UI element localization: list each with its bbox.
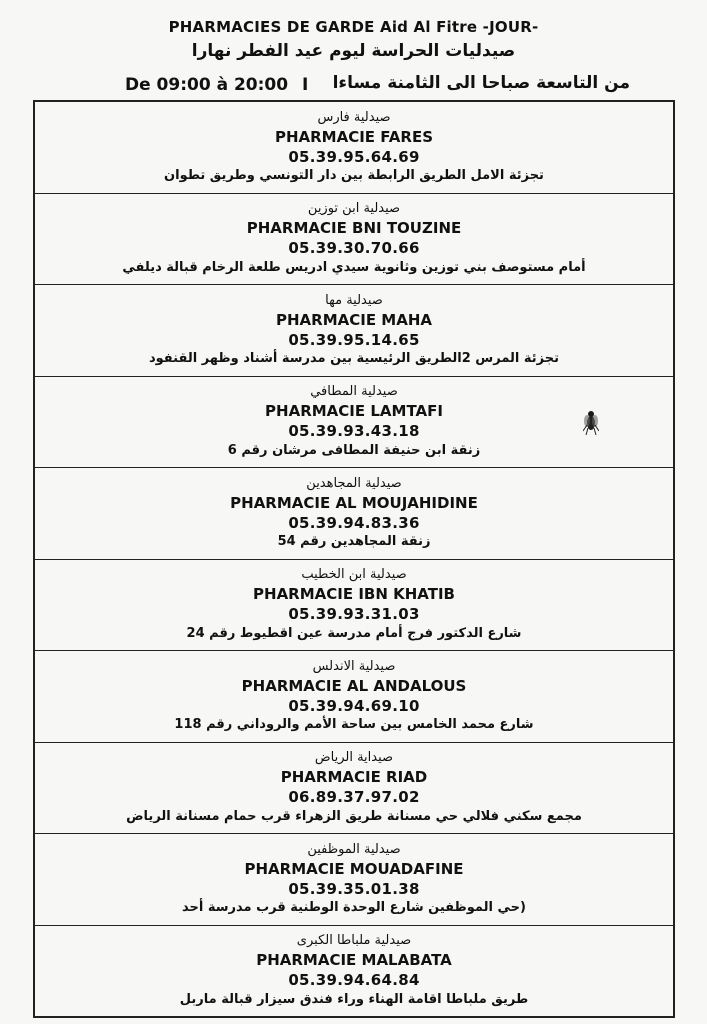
pharmacy-entry [35, 468, 673, 560]
pharmacy-name-arabic: صيدلية الاندلس [312, 658, 396, 674]
pharmacy-address: زنقة المجاهدين رقم 54 [277, 534, 431, 549]
pharmacy-entry [35, 560, 673, 652]
pharmacy-address: شارع محمد الخامس بين ساحة الأمم والروداني رقم 118 [174, 717, 534, 732]
pharmacy-address: تجزئة المرس 2الطريق الرئيسية بين مدرسة أشناد وظهر القنفود [148, 351, 560, 366]
pharmacy-address: شارع الدكتور فرج أمام مدرسة عين اقطيوط رقم 24 [186, 625, 522, 641]
hours-separator: I [302, 75, 309, 95]
document-header [0, 0, 707, 100]
pharmacy-phone: 05.39.94.64.84 [288, 971, 420, 990]
opening-hours [0, 73, 707, 99]
pharmacy-phone: 05.39.94.69.10 [288, 696, 420, 715]
hours-arabic: من التاسعة صباحا الى الثامنة مساءا [332, 73, 630, 93]
pharmacy-name-french: PHARMACIE MAHA [276, 310, 432, 329]
pharmacy-name-french: PHARMACIE IBN KHATIB [253, 585, 455, 603]
title-arabic: صيدليات الحراسة ليوم عيد الفطر نهارا [191, 41, 516, 61]
pharmacy-name-french: PHARMACIE MALABATA [256, 951, 452, 969]
pharmacy-entry [35, 102, 673, 194]
title-french: PHARMACIES DE GARDE Aid Al Fitre -JOUR- [168, 18, 539, 36]
pharmacy-phone: 05.39.94.83.36 [288, 513, 420, 532]
pharmacy-entry [35, 194, 673, 286]
pharmacy-entry [35, 285, 673, 377]
pharmacy-phone: 05.39.93.43.18 [288, 422, 420, 441]
pharmacy-entry [35, 377, 673, 469]
pharmacy-name-arabic: صيدلية مها [325, 292, 383, 308]
pharmacy-address: (حي الموظفين شارع الوحدة الوطنية قرب مدرسة أحد [182, 900, 526, 915]
pharmacy-entry [35, 834, 673, 926]
pharmacy-phone: 05.39.93.31.03 [288, 605, 420, 624]
pharmacy-name-arabic: صيداية الرياض [314, 750, 394, 766]
fly-icon [583, 409, 599, 435]
pharmacy-name-arabic: صيدلية ملباطا الكبرى [296, 933, 412, 949]
pharmacy-phone: 05.39.30.70.66 [288, 239, 420, 258]
pharmacy-name-french: PHARMACIE BNI TOUZINE [246, 219, 462, 237]
pharmacy-name-french: PHARMACIE AL ANDALOUS [241, 676, 467, 695]
pharmacy-list [33, 100, 675, 1018]
pharmacy-address: مجمع سكني فلالي حي مسنانة طريق الزهراء قرب حمام مسنانة الرياض [126, 808, 582, 824]
pharmacy-address: أمام مستوصف بني توزين وثانوية سيدي ادريس طلعة الرخام قبالة ديلفي [122, 259, 586, 275]
pharmacy-name-arabic: صيدلية ابن الخطيب [301, 567, 407, 583]
pharmacy-phone: 05.39.35.01.38 [288, 879, 420, 898]
pharmacy-name-arabic: صيدلية الموظفين [307, 841, 401, 857]
pharmacy-name-french: PHARMACIE LAMTAFI [265, 402, 443, 420]
pharmacy-name-french: PHARMACIE MOUADAFINE [244, 859, 464, 878]
pharmacy-name-arabic: صيدلية فارس [317, 109, 391, 125]
pharmacy-name-arabic: صيدلية المطافي [310, 384, 398, 400]
pharmacy-phone: 06.89.37.97.02 [288, 788, 420, 807]
pharmacy-name-french: PHARMACIE AL MOUJAHIDINE [230, 493, 478, 512]
pharmacy-entry [35, 743, 673, 835]
pharmacy-address: طريق ملباطا اقامة الهناء وراء فندق سيزار قبالة ماربل [179, 991, 529, 1007]
pharmacy-name-french: PHARMACIE FARES [274, 127, 434, 146]
pharmacy-address: تجزئة الامل الطريق الرابطة بين دار التونسي وطريق تطوان [164, 168, 544, 183]
pharmacy-entry [35, 651, 673, 743]
pharmacy-entry [35, 926, 673, 1017]
pharmacy-address: زنقة ابن حنيفة المطافى مرشان رقم 6 [227, 442, 481, 458]
pharmacy-phone: 05.39.95.14.65 [288, 330, 420, 349]
pharmacy-phone: 05.39.95.64.69 [288, 147, 420, 166]
pharmacy-name-arabic: صيدلية المجاهدين [306, 475, 402, 491]
pharmacy-name-french: PHARMACIE RIAD [280, 768, 428, 786]
pharmacy-name-arabic: صيدلية ابن توزين [307, 201, 401, 217]
hours-french: De 09:00 à 20:00 [125, 75, 289, 95]
